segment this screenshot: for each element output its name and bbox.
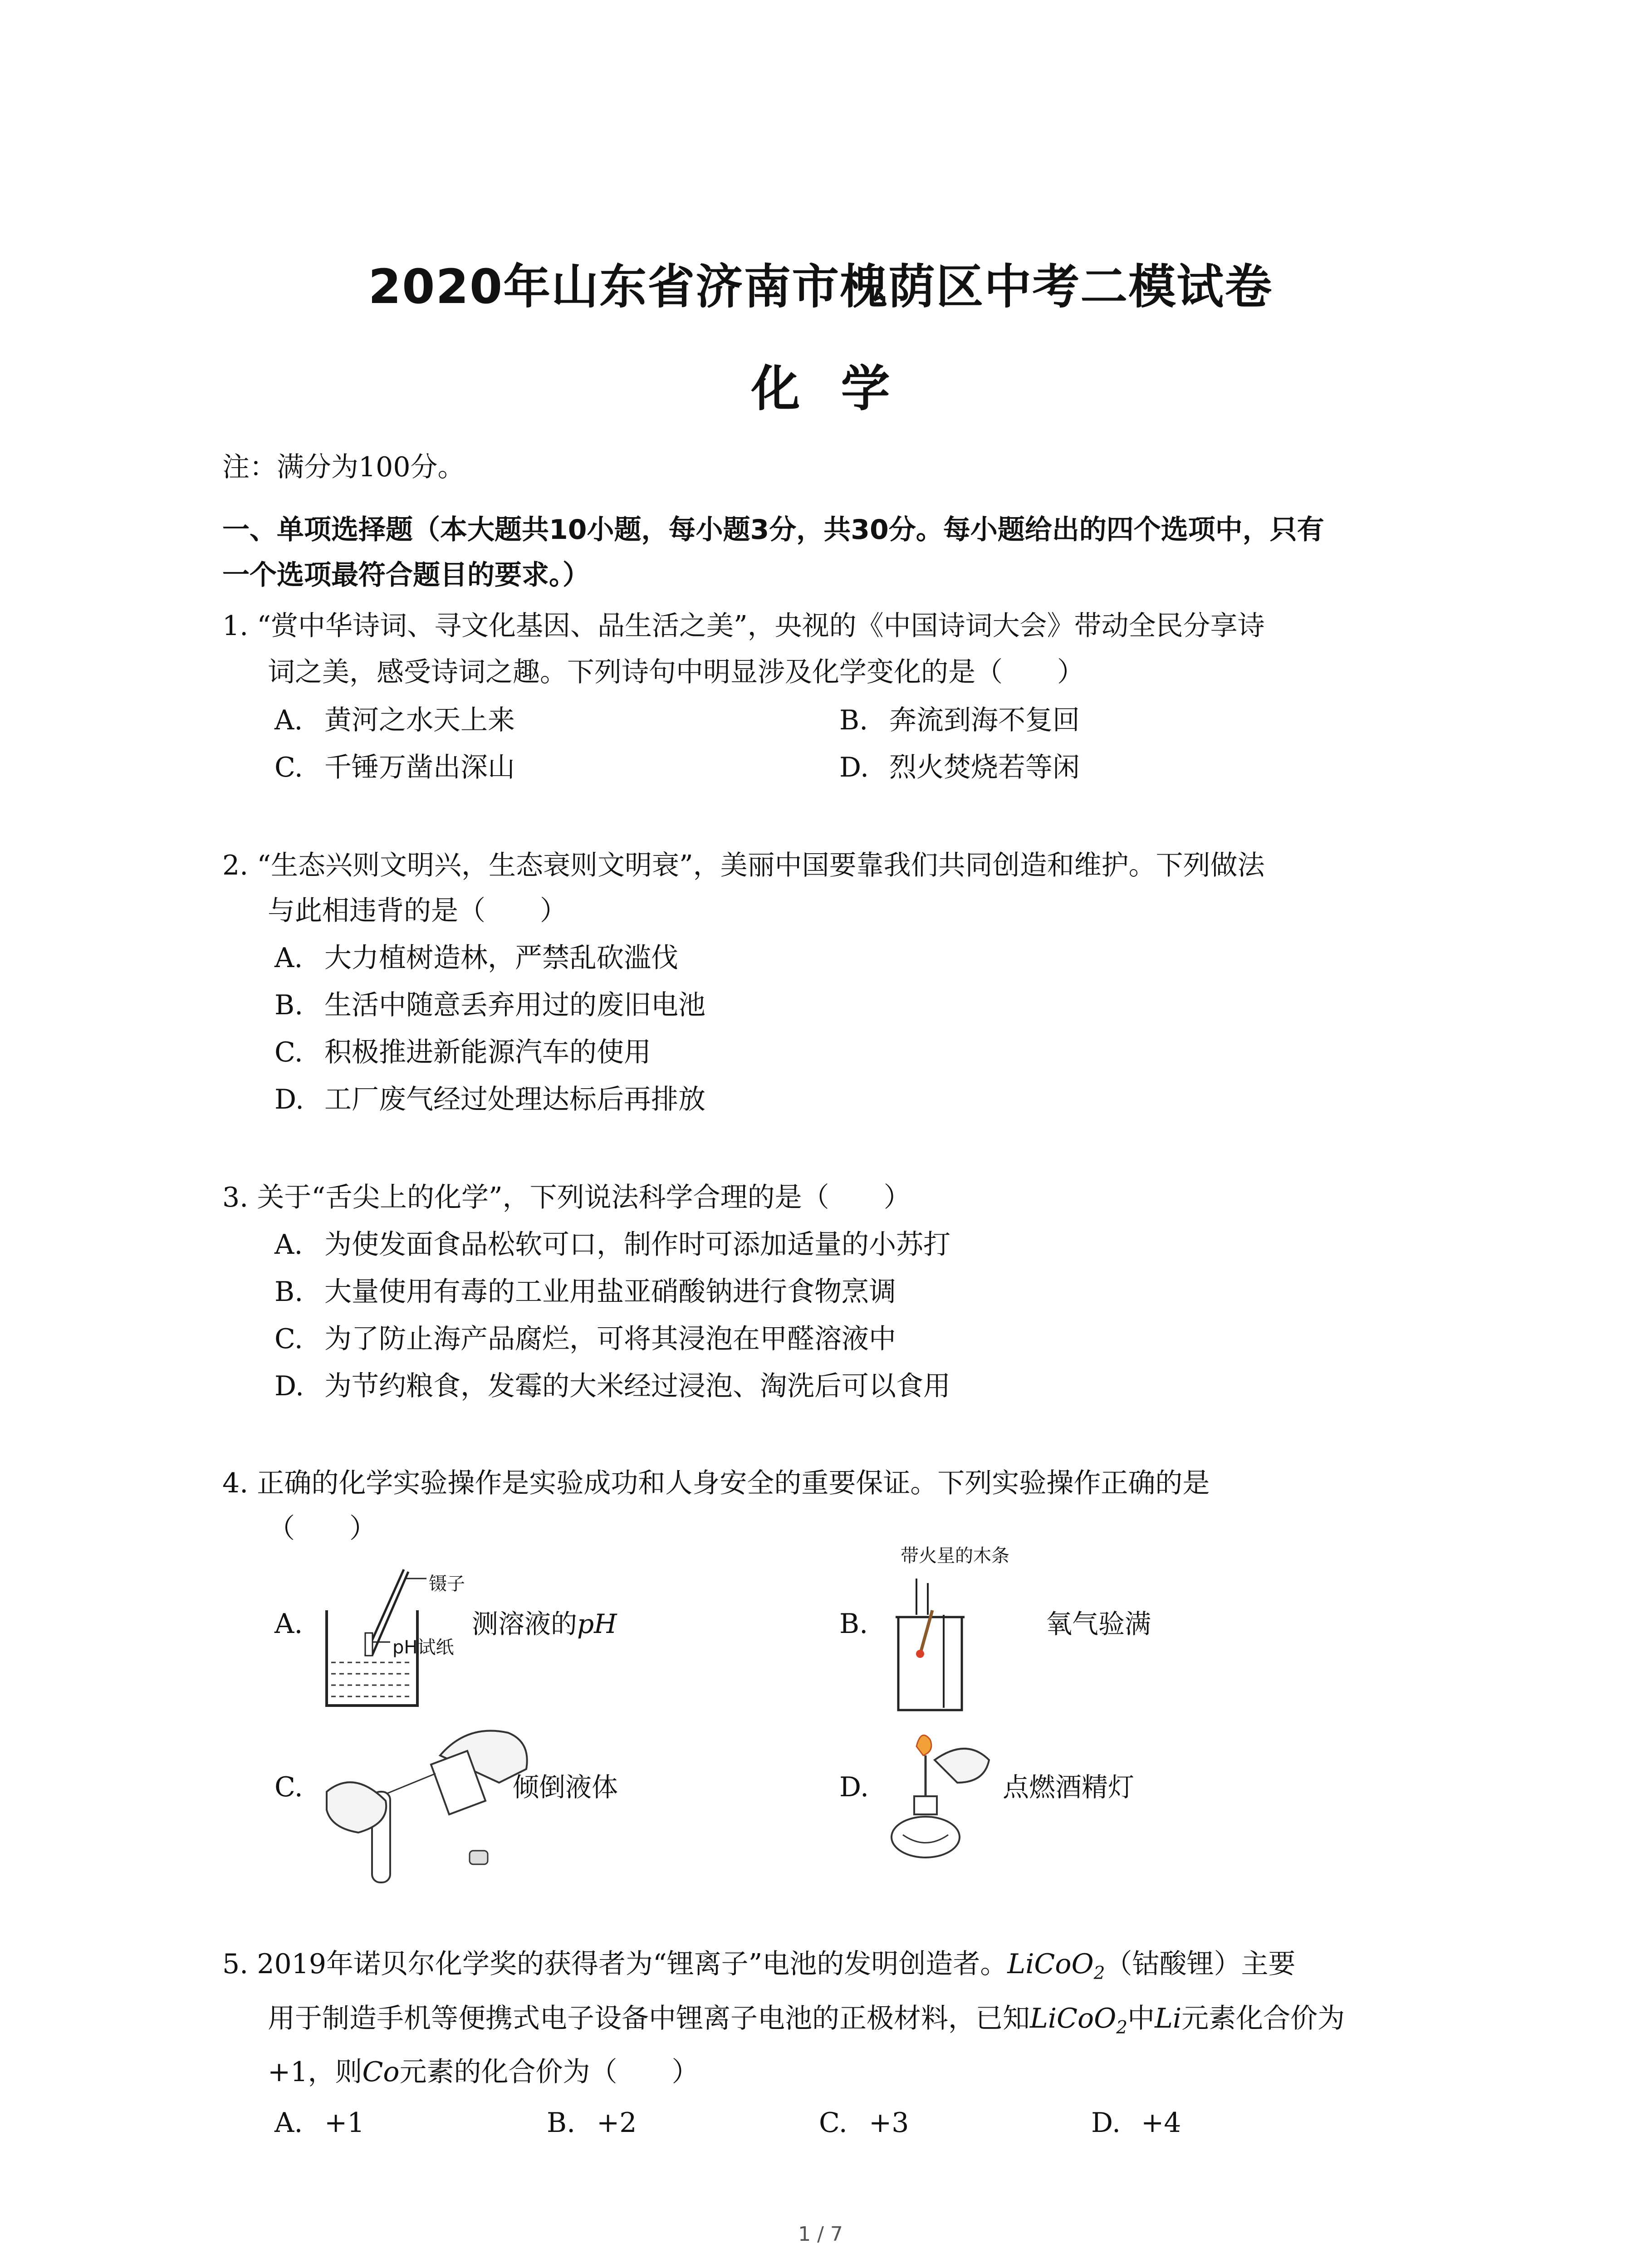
q5-option-d: D. +4 xyxy=(1091,2107,1181,2139)
q4-stem-line2: （ ） xyxy=(268,1513,377,1545)
q2-option-d: D. 工厂废气经过处理达标后再排放 xyxy=(274,1084,705,1115)
q3-option-d: D. 为节约粮食，发霉的大米经过浸泡、淘洗后可以食用 xyxy=(274,1370,950,1402)
q1-option-b: B. 奔流到海不复回 xyxy=(839,704,1080,736)
q3-option-a: A. 为使发面食品松软可口，制作时可添加适量的小苏打 xyxy=(274,1229,950,1261)
q3-option-c: C. 为了防止海产品腐烂，可将其浸泡在甲醛溶液中 xyxy=(274,1323,896,1355)
q1-stem-line2: 词之美，感受诗词之趣。下列诗句中明显涉及化学变化的是（ ） xyxy=(268,656,1084,688)
q4-option-b-letter: B. xyxy=(839,1608,868,1640)
q4-option-c-caption: 倾倒液体 xyxy=(513,1772,618,1803)
q5-stem-line1: 5. 2019年诺贝尔化学奖的获得者为“锂离子”电池的发明创造者。LiCoO$_2$（钴酸锂）主要 xyxy=(222,1948,1296,1984)
q5-stem-line3: +1，则Co元素的化合价为（ ） xyxy=(268,2056,699,2088)
q3-option-b: B. 大量使用有毒的工业用盐亚硝酸钠进行食物烹调 xyxy=(274,1276,896,1308)
exam-title: 2020年山东省济南市槐荫区中考二模试卷 xyxy=(368,259,1273,314)
q1-stem-line1: 1. “赏中华诗词、寻文化基因、品生活之美”，央视的《中国诗词大会》带动全民分享诗 xyxy=(222,610,1265,642)
ph-paper-label: pH试纸 xyxy=(392,1637,454,1658)
q3-stem: 3. 关于“舌尖上的化学”，下列说法科学合理的是（ ） xyxy=(222,1182,911,1213)
q4-option-a-caption: 测溶液的pH xyxy=(472,1608,617,1639)
q5-option-b: B. +2 xyxy=(547,2107,637,2139)
q4-option-c-letter: C. xyxy=(274,1771,303,1803)
oxygen-test-figure xyxy=(889,1574,1007,1724)
alcohol-lamp-figure xyxy=(889,1719,1007,1864)
tweezers-label: 镊子 xyxy=(429,1574,465,1594)
q4-option-d-caption: 点燃酒精灯 xyxy=(1003,1772,1135,1803)
q2-stem-line2: 与此相违背的是（ ） xyxy=(268,895,567,927)
q4-option-b-caption: 氧气验满 xyxy=(1046,1608,1151,1639)
q2-option-a: A. 大力植树造林，严禁乱砍滥伐 xyxy=(274,942,678,974)
section-heading-line1: 一、单项选择题（本大题共10小题，每小题3分，共30分。每小题给出的四个选项中，只有 xyxy=(222,514,1324,546)
page-number: 1 / 7 xyxy=(798,2223,843,2246)
q1-option-c: C. 千锤万凿出深山 xyxy=(274,752,515,783)
q4-stem-line1: 4. 正确的化学实验操作是实验成功和人身安全的重要保证。下列实验操作正确的是 xyxy=(222,1467,1210,1499)
q1-option-a: A. 黄河之水天上来 xyxy=(274,704,515,736)
subject-title: 化学 xyxy=(751,361,931,417)
q5-stem-line2: 用于制造手机等便携式电子设备中锂离子电池的正极材料，已知LiCoO$_2$中Li元素化合价为 xyxy=(268,2003,1345,2038)
q2-option-b: B. 生活中随意丢弃用过的废旧电池 xyxy=(274,989,705,1021)
q4-option-d-letter: D. xyxy=(839,1771,869,1803)
q5-option-c: C. +3 xyxy=(819,2107,909,2139)
q5-option-a: A. +1 xyxy=(274,2107,365,2139)
score-note: 注：满分为100分。 xyxy=(222,451,465,483)
section-heading-line2: 一个选项最符合题目的要求。） xyxy=(222,559,590,591)
q4-option-a-letter: A. xyxy=(274,1608,303,1640)
q2-option-c: C. 积极推进新能源汽车的使用 xyxy=(274,1036,651,1068)
q2-stem-line1: 2. “生态兴则文明兴，生态衰则文明衰”，美丽中国要靠我们共同创造和维护。下列做法 xyxy=(222,850,1265,881)
glowing-splint-label: 带火星的木条 xyxy=(901,1545,1009,1566)
q1-option-d: D. 烈火焚烧若等闲 xyxy=(839,752,1080,783)
